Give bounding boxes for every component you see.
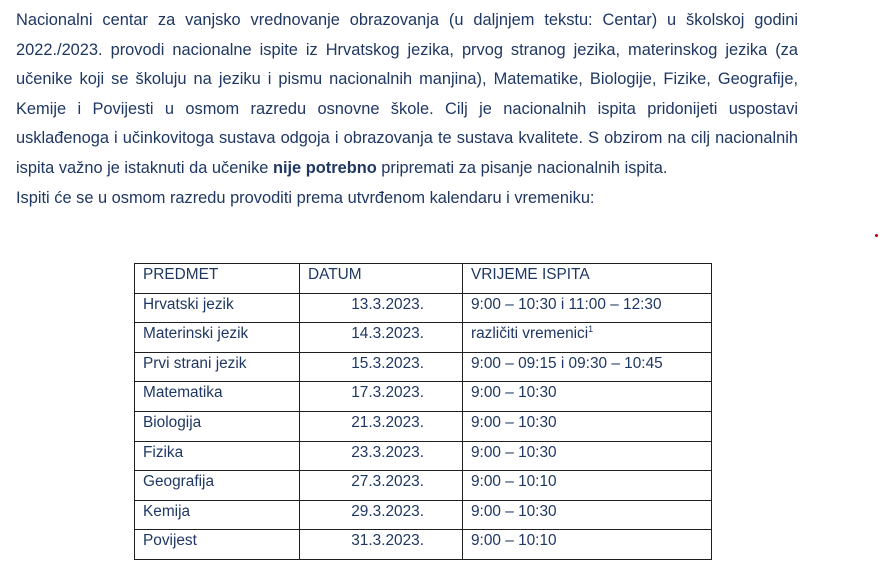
cell-date: 31.3.2023. (300, 530, 463, 560)
cell-time (463, 500, 712, 530)
cell-time-text: 9:00 – 10:30 (471, 443, 557, 461)
cell-time (463, 293, 712, 323)
paragraph-text-part1: Nacionalni centar za vanjsko vrednovanje obrazovanja (u daljnjem tekstu: Centar) u školskoj godini 2022./2023. provodi nacionalne ispite iz Hrvatskog jezika, prvog stranog jezika, materinskog jezika (za učenike koji se školuju na jeziku i pismu nacionalnih manjina), Matematike, Biologije, Fizike, Geografije, Kemije i Povijesti u osmom razredu osnovne škole. Cilj je nacionalnih ispita pridonijeti uspostavi usklađenoga i učinkovitoga sustava odgoja i obrazovanja te sustava kvalitete. S obzirom na cilj nacionalnih ispita važno je istaknuti da učenike (16, 11, 798, 177)
cell-date: 23.3.2023. (300, 441, 463, 471)
cell-subject: Kemija (135, 500, 300, 530)
cell-time-text: 9:00 – 10:10 (471, 532, 557, 550)
cell-subject: Matematika (135, 382, 300, 412)
footnote-marker: 1 (588, 324, 594, 335)
cell-time-text: 9:00 – 10:30 (471, 502, 557, 520)
document-body (16, 6, 798, 213)
cell-date: 29.3.2023. (300, 500, 463, 530)
table-header-row (135, 264, 712, 294)
cell-subject: Biologija (135, 411, 300, 441)
exam-schedule-table (134, 263, 712, 560)
cell-subject: Fizika (135, 441, 300, 471)
schedule-intro: Ispiti će se u osmom razredu provoditi prema utvrđenom kalendaru i vremeniku: (16, 188, 595, 207)
table-row (135, 352, 712, 382)
intro-paragraph (16, 6, 798, 184)
red-dot-marker (875, 234, 878, 237)
cell-time (463, 530, 712, 560)
cell-time (463, 352, 712, 382)
table-row (135, 530, 712, 560)
header-date: DATUM (300, 264, 463, 294)
cell-date: 17.3.2023. (300, 382, 463, 412)
table-row (135, 323, 712, 353)
cell-time-text: 9:00 – 10:30 i 11:00 – 12:30 (471, 295, 662, 313)
cell-date: 21.3.2023. (300, 411, 463, 441)
cell-date: 14.3.2023. (300, 323, 463, 353)
cell-subject: Povijest (135, 530, 300, 560)
table-row (135, 293, 712, 323)
cell-time-text: 9:00 – 10:30 (471, 413, 557, 431)
cell-date: 13.3.2023. (300, 293, 463, 323)
table-body (135, 293, 712, 559)
cell-time (463, 411, 712, 441)
paragraph-bold-phrase: nije potrebno (272, 158, 377, 177)
table-row (135, 471, 712, 501)
header-subject: PREDMET (135, 264, 300, 294)
cell-date: 15.3.2023. (300, 352, 463, 382)
cell-subject: Materinski jezik (135, 323, 300, 353)
table-row (135, 411, 712, 441)
cell-time (463, 441, 712, 471)
cell-time-text: 9:00 – 09:15 i 09:30 – 10:45 (471, 354, 663, 372)
table-row (135, 441, 712, 471)
cell-time (463, 471, 712, 501)
cell-subject: Geografija (135, 471, 300, 501)
cell-subject: Prvi strani jezik (135, 352, 300, 382)
cell-time-text: 9:00 – 10:10 (471, 473, 557, 491)
header-time: VRIJEME ISPITA (463, 264, 712, 294)
cell-date: 27.3.2023. (300, 471, 463, 501)
table-row (135, 500, 712, 530)
cell-subject: Hrvatski jezik (135, 293, 300, 323)
paragraph-text-part2: pripremati za pisanje nacionalnih ispita. (376, 158, 668, 177)
cell-time (463, 382, 712, 412)
cell-time-text: različiti vremenici (471, 325, 589, 343)
cell-time (463, 323, 712, 353)
cell-time-text: 9:00 – 10:30 (471, 384, 557, 402)
table-row (135, 382, 712, 412)
